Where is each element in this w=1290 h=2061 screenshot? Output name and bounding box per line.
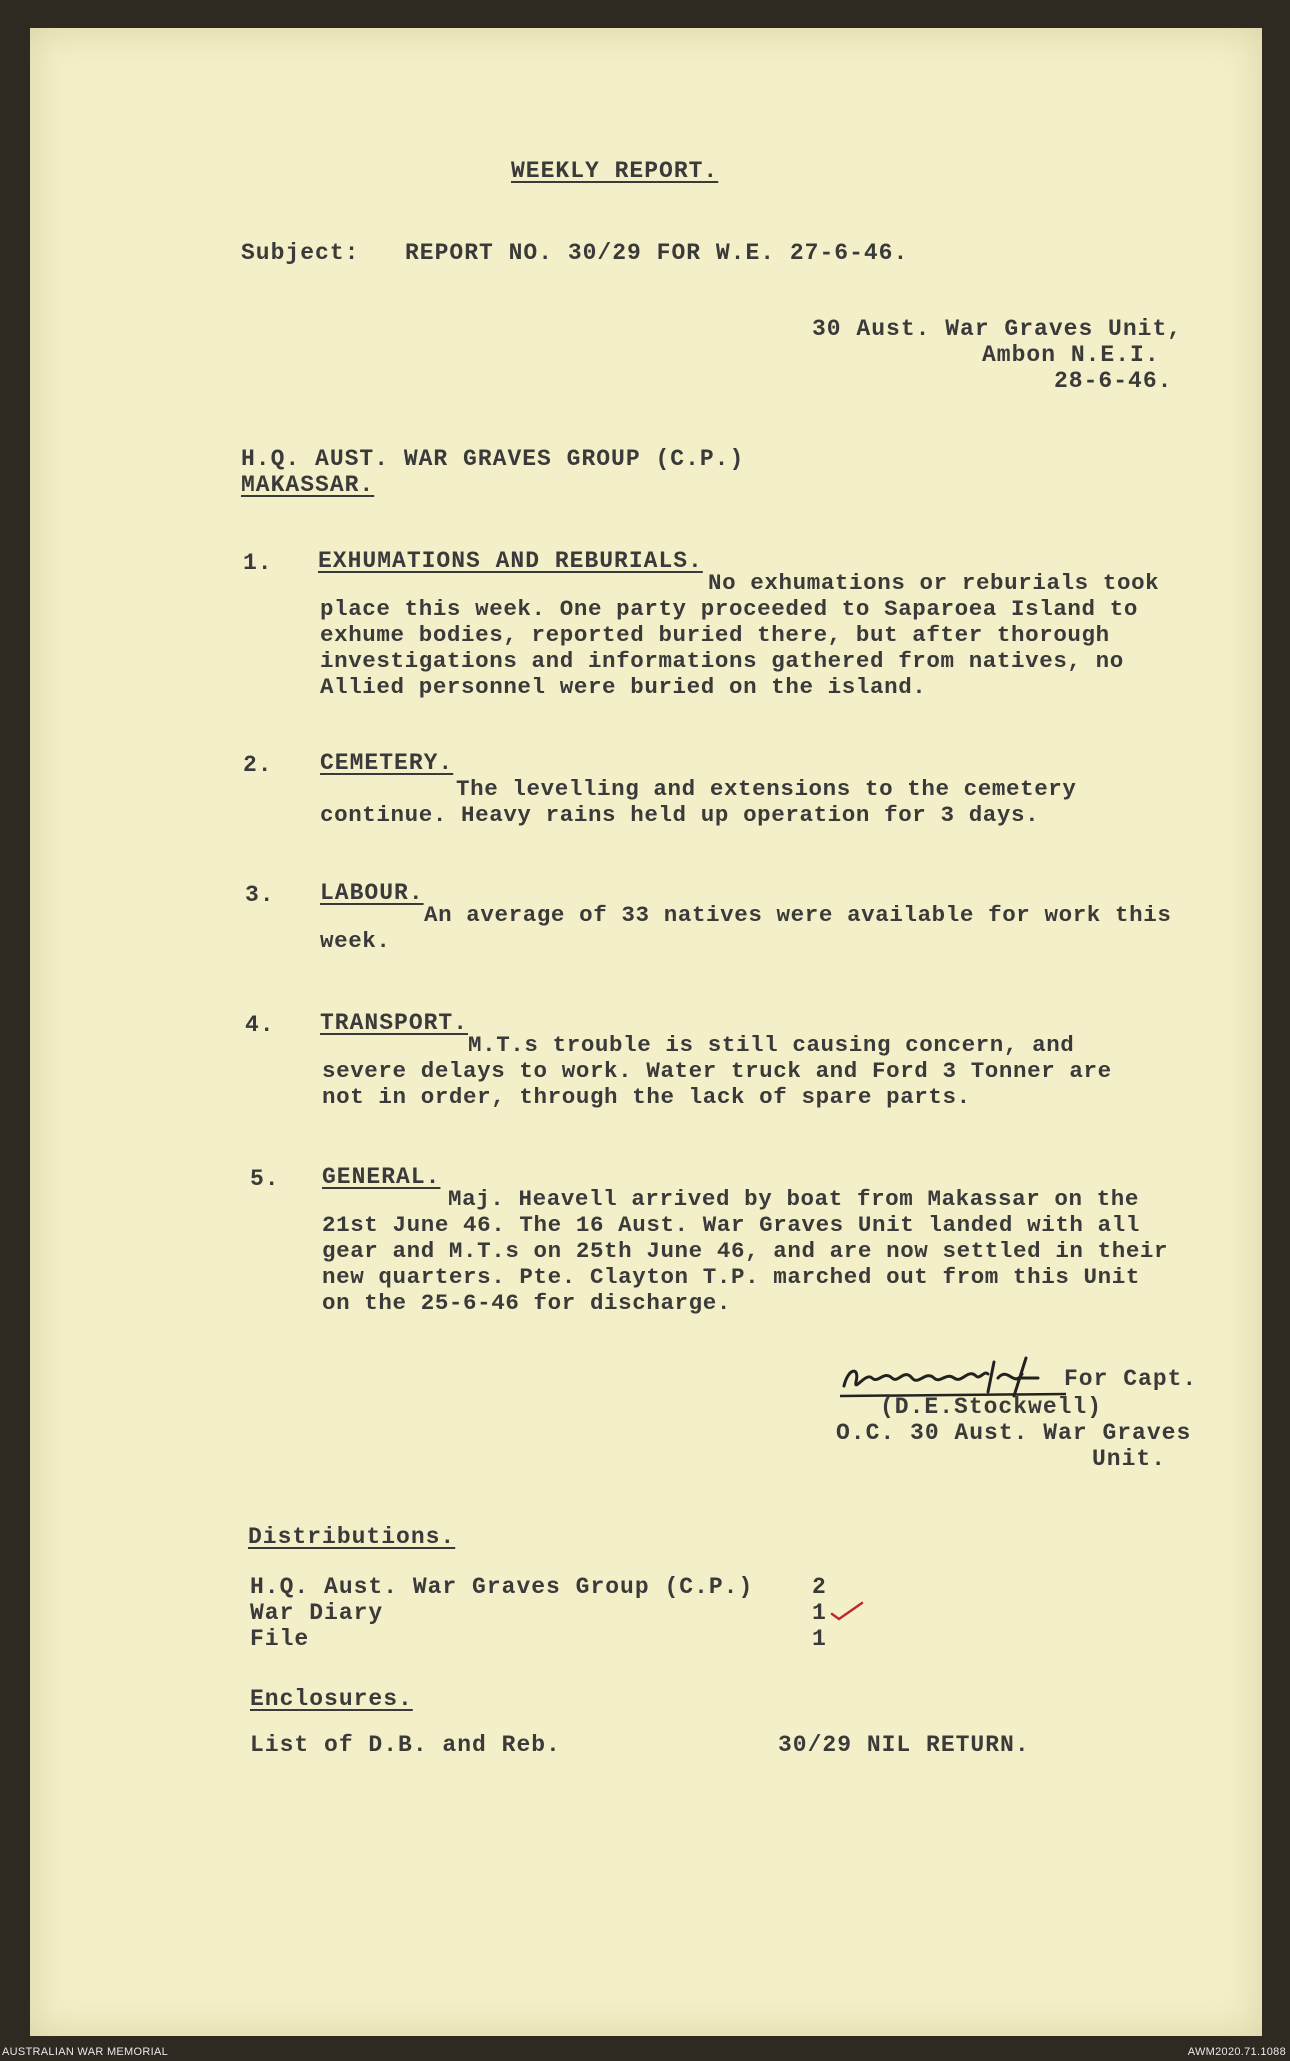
section-body	[322, 1032, 1232, 1110]
signatory-title-2: Unit.	[1092, 1446, 1167, 1472]
archive-footer-left: AUSTRALIAN WAR MEMORIAL	[2, 2046, 169, 2058]
section-line: on the 25-6-46 for discharge.	[322, 1290, 731, 1316]
distribution-qty: 2	[812, 1574, 827, 1600]
section-number: 2.	[243, 752, 273, 778]
section-line: gear and M.T.s on 25th June 46, and are now settled in their	[322, 1238, 1169, 1264]
signatory-name: (D.E.Stockwell)	[880, 1394, 1103, 1420]
section-heading: GENERAL.	[322, 1164, 441, 1190]
section-line: An average of 33 natives were available for work this	[424, 902, 1172, 928]
section-line: No exhumations or reburials took	[708, 570, 1160, 596]
unit-location: Ambon N.E.I.	[982, 342, 1160, 368]
section-line: The levelling and extensions to the cemetery	[456, 776, 1077, 802]
signature-for: For Capt.	[1064, 1366, 1198, 1392]
section-heading: CEMETERY.	[320, 750, 454, 776]
archive-footer-right: AWM2020.71.1088	[1187, 2046, 1286, 2058]
section-line: severe delays to work. Water truck and Ford 3 Tonner are	[322, 1058, 1112, 1084]
section-line: not in order, through the lack of spare parts.	[322, 1084, 971, 1110]
enclosures-heading: Enclosures.	[250, 1686, 413, 1712]
distribution-name: War Diary	[250, 1600, 384, 1626]
section-line: Maj. Heavell arrived by boat from Makassar on the	[448, 1186, 1140, 1212]
section-heading: EXHUMATIONS AND REBURIALS.	[318, 548, 703, 574]
section-body	[320, 570, 1230, 700]
section-line: exhume bodies, reported buried there, but after thorough	[320, 622, 1110, 648]
section-line: Allied personnel were buried on the island.	[320, 674, 927, 700]
checkmark-icon	[830, 1600, 864, 1622]
section-line: new quarters. Pte. Clayton T.P. marched out from this Unit	[322, 1264, 1140, 1290]
section-body	[320, 776, 1230, 828]
distribution-name: H.Q. Aust. War Graves Group (C.P.)	[250, 1574, 754, 1600]
section-number: 3.	[245, 882, 275, 908]
addressee-line1: H.Q. AUST. WAR GRAVES GROUP (C.P.)	[241, 446, 745, 472]
section-number: 4.	[245, 1012, 275, 1038]
section-line: continue. Heavy rains held up operation for 3 days.	[320, 802, 1040, 828]
section-line: investigations and informations gathered from natives, no	[320, 648, 1124, 674]
section-heading: TRANSPORT.	[320, 1010, 469, 1036]
report-title: WEEKLY REPORT.	[511, 158, 719, 184]
enclosure-item: List of D.B. and Reb.	[250, 1732, 561, 1758]
distributions-heading: Distributions.	[248, 1524, 456, 1550]
report-date: 28-6-46.	[1054, 368, 1173, 394]
distribution-qty: 1	[812, 1600, 827, 1626]
section-body	[322, 1186, 1242, 1316]
section-number: 1.	[243, 550, 273, 576]
unit-name: 30 Aust. War Graves Unit,	[812, 316, 1183, 342]
section-line: week.	[320, 928, 391, 954]
section-heading: LABOUR.	[320, 880, 424, 906]
subject-text: REPORT NO. 30/29 FOR W.E. 27-6-46.	[405, 240, 909, 266]
signatory-title-1: O.C. 30 Aust. War Graves	[836, 1420, 1192, 1446]
section-line: place this week. One party proceeded to Saparoea Island to	[320, 596, 1138, 622]
section-number: 5.	[250, 1166, 280, 1192]
section-line: 21st June 46. The 16 Aust. War Graves Unit landed with all	[322, 1212, 1140, 1238]
distribution-qty: 1	[812, 1626, 827, 1652]
section-line: M.T.s trouble is still causing concern, and	[468, 1032, 1075, 1058]
enclosure-note: 30/29 NIL RETURN.	[778, 1732, 1030, 1758]
distribution-name: File	[250, 1626, 310, 1652]
subject-label: Subject:	[241, 240, 360, 266]
addressee-line2: MAKASSAR.	[241, 472, 375, 498]
section-body	[320, 902, 1240, 954]
